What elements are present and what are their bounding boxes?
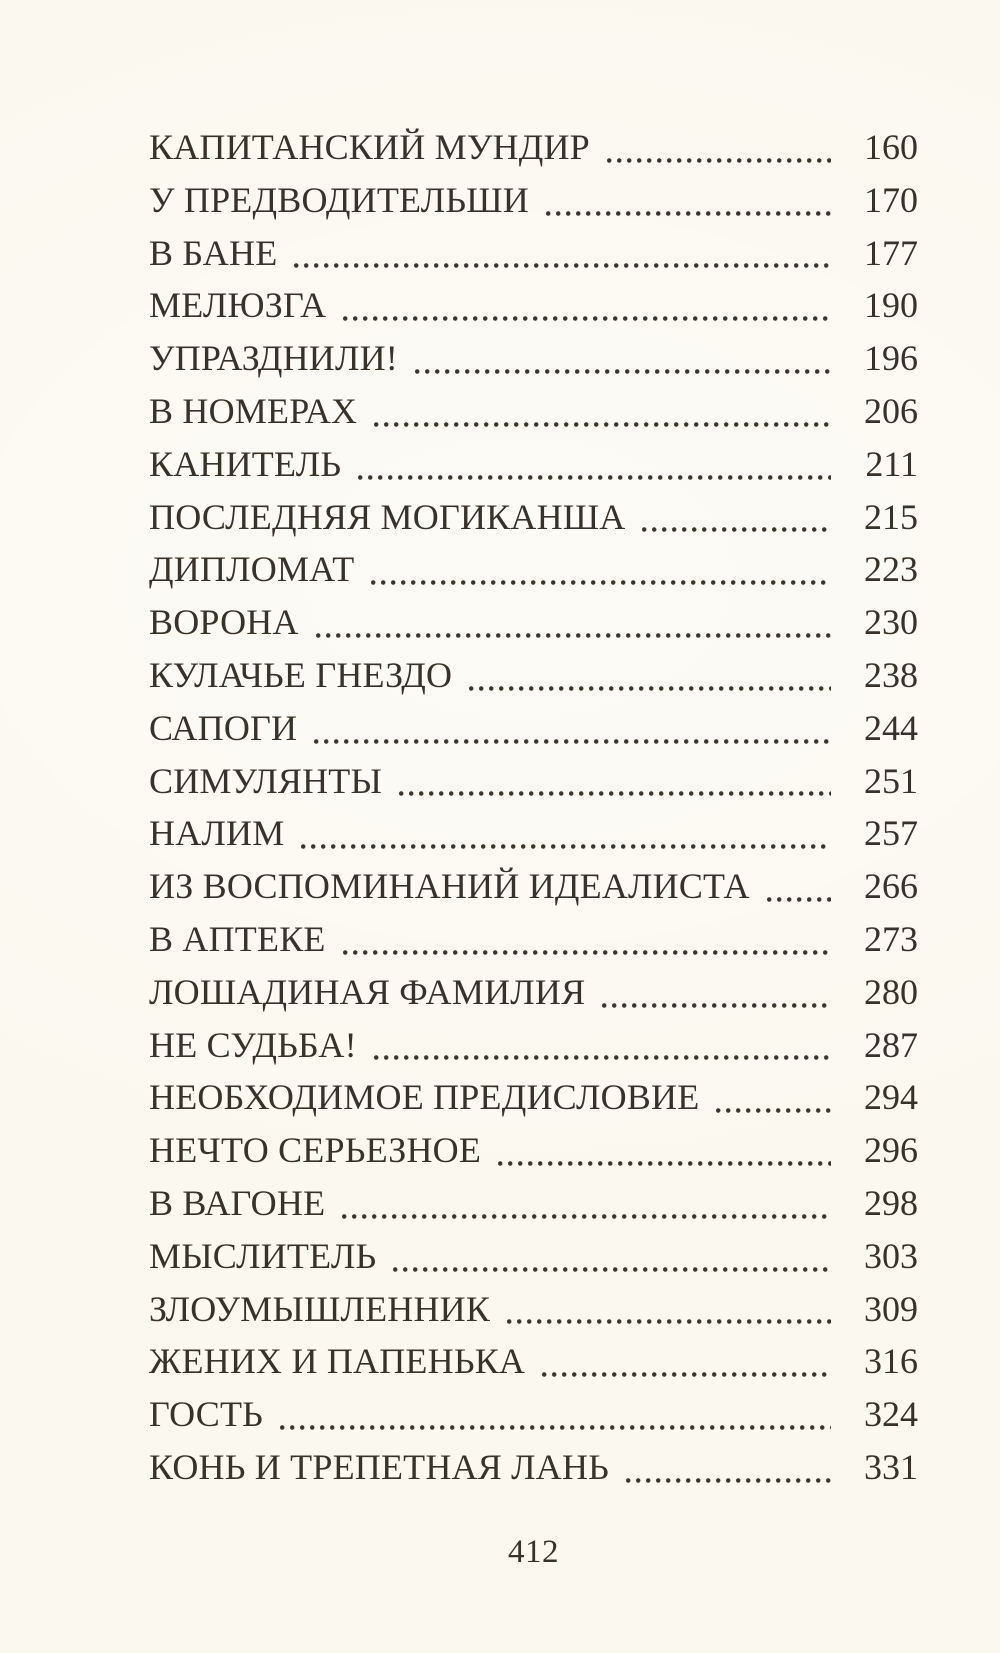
toc-entry-page-number: 324 [864,1394,918,1435]
toc-entry-title: НАЛИМ [149,813,285,854]
dot-leader [399,791,831,796]
toc-entry-page-number: 170 [864,179,918,220]
toc-entry-title: В ВАГОНЕ [149,1182,326,1223]
toc-entry [149,279,918,332]
dot-leader [301,844,831,849]
table-of-contents [149,121,918,1494]
toc-entry [149,1177,918,1230]
toc-entry-title: У ПРЕДВОДИТЕЛЬШИ [149,179,529,220]
toc-entry-page-number: 266 [864,866,918,907]
toc-entry-title: ЖЕНИХ И ПАПЕНЬКА [149,1341,526,1382]
toc-entry-page-number: 273 [864,918,918,959]
toc-entry-page-number: 211 [865,443,918,484]
toc-entry-page-number: 309 [864,1288,918,1329]
toc-entry [149,385,918,438]
toc-entry-title: КАНИТЕЛЬ [149,443,342,484]
toc-entry [149,174,918,227]
toc-entry-title: УПРАЗДНИЛИ! [149,338,398,379]
toc-entry-page-number: 223 [864,549,918,590]
toc-entry-page-number: 298 [864,1182,918,1223]
toc-entry-page-number: 280 [864,971,918,1012]
dot-leader [469,686,831,691]
toc-entry [149,1388,918,1441]
toc-entry-page-number: 238 [864,654,918,695]
toc-entry-title: В БАНЕ [149,232,278,273]
toc-entry [149,807,918,860]
dot-leader [294,263,831,268]
toc-entry-title: НЕ СУДЬБА! [149,1024,357,1065]
folio-page-number: 412 [508,1534,559,1570]
toc-entry-page-number: 303 [864,1235,918,1276]
toc-entry-title: В АПТЕКЕ [149,918,326,959]
toc-entry [149,1335,918,1388]
toc-entry-page-number: 190 [864,285,918,326]
toc-entry-title: МЕЛЮЗГА [149,285,327,326]
toc-entry [149,332,918,385]
toc-entry [149,702,918,755]
dot-leader [280,1425,831,1430]
toc-entry-title: КОНЬ И ТРЕПЕТНАЯ ЛАНЬ [149,1446,610,1487]
toc-entry [149,966,918,1019]
toc-entry-title: САПОГИ [149,707,298,748]
toc-entry [149,913,918,966]
toc-entry [149,1441,918,1494]
toc-entry [149,596,918,649]
toc-entry-title: ВОРОНА [149,602,299,643]
toc-entry [149,755,918,808]
dot-leader [358,475,831,480]
toc-entry-title: МЫСЛИТЕЛЬ [149,1235,377,1276]
dot-leader [374,422,831,427]
dot-leader [415,369,831,374]
toc-entry-title: НЕЧТО СЕРЬЕЗНОЕ [149,1130,482,1171]
toc-entry-page-number: 294 [864,1077,918,1118]
dot-leader [546,211,831,216]
dot-leader [343,316,831,321]
toc-entry-page-number: 257 [864,813,918,854]
toc-entry-title: ИЗ ВОСПОМИНАНИЙ ИДЕАЛИСТА [149,866,750,907]
toc-entry-page-number: 160 [864,127,918,167]
dot-leader [607,158,831,163]
toc-entry-page-number: 177 [864,232,918,273]
toc-entry-title: ДИПЛОМАТ [149,549,355,590]
toc-entry-page-number: 251 [864,760,918,801]
dot-leader [498,1161,831,1166]
toc-entry [149,438,918,491]
dot-leader [642,527,831,532]
toc-entry-page-number: 206 [864,390,918,431]
toc-entry-page-number: 316 [864,1341,918,1382]
toc-entry [149,1071,918,1124]
dot-leader [342,1214,831,1219]
toc-entry-title: ГОСТЬ [149,1394,264,1435]
toc-entry-title: СИМУЛЯНТЫ [149,760,383,801]
dot-leader [626,1478,831,1483]
toc-entry-page-number: 196 [864,338,918,379]
dot-leader [314,739,831,744]
toc-entry-page-number: 215 [864,496,918,537]
toc-entry [149,227,918,280]
toc-entry-title: ЗЛОУМЫШЛЕННИК [149,1288,491,1329]
dot-leader [316,633,831,638]
toc-entry-page-number: 244 [864,707,918,748]
dot-leader [767,897,831,902]
dot-leader [542,1372,831,1377]
toc-entry-title: НЕОБХОДИМОЕ ПРЕДИСЛОВИЕ [149,1077,700,1118]
dot-leader [371,580,831,585]
toc-entry [149,121,918,174]
toc-entry [149,1230,918,1283]
toc-entry-page-number: 296 [864,1130,918,1171]
toc-entry [149,1283,918,1336]
toc-entry [149,1019,918,1072]
toc-entry-page-number: 230 [864,602,918,643]
toc-entry [149,491,918,544]
toc-entry-title: ПОСЛЕДНЯЯ МОГИКАНША [149,496,626,537]
toc-entry [149,543,918,596]
dot-leader [716,1108,831,1113]
toc-entry-page-number: 287 [864,1024,918,1065]
dot-leader [393,1267,831,1272]
dot-leader [507,1319,831,1324]
dot-leader [374,1055,831,1060]
toc-entry-title: КУЛАЧЬЕ ГНЕЗДО [149,654,453,695]
toc-entry [149,1124,918,1177]
dot-leader [343,950,831,955]
toc-entry-title: В НОМЕРАХ [149,390,358,431]
toc-entry [149,860,918,913]
toc-entry-page-number: 331 [864,1446,918,1487]
dot-leader [602,1003,831,1008]
toc-entry [149,649,918,702]
toc-entry-title: КАПИТАНСКИЙ МУНДИР [149,127,590,167]
toc-entry-title: ЛОШАДИНАЯ ФАМИЛИЯ [149,971,586,1012]
